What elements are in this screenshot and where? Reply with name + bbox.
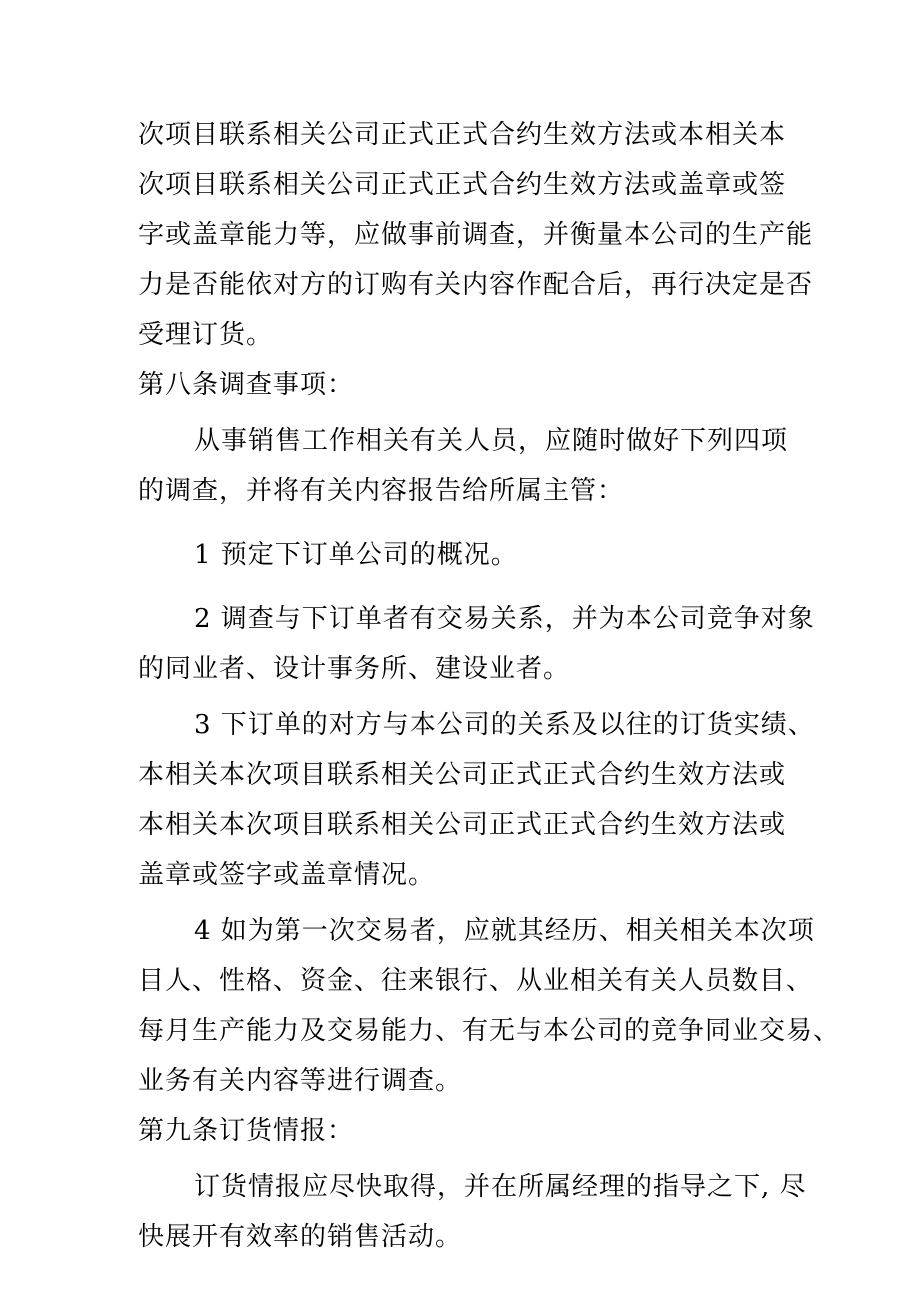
body-text-line: 次项目联系相关公司正式正式合约生效方法或本相关本 bbox=[138, 120, 787, 150]
body-text-line: 力是否能依对方的订购有关内容作配合后，再行决定是否 bbox=[138, 270, 814, 300]
body-text-line: 次项目联系相关公司正式正式合约生效方法或盖章或签 bbox=[138, 170, 787, 200]
list-item-1: 1 预定下订单公司的概况。 bbox=[194, 540, 518, 570]
list-item-4-cont: 业务有关内容等进行调查。 bbox=[138, 1066, 463, 1096]
paragraph-line: 快展开有效率的销售活动。 bbox=[138, 1222, 463, 1252]
list-item-3-cont: 本相关本次项目联系相关公司正式正式合约生效方法或 bbox=[138, 760, 787, 790]
list-item-3: 3 下订单的对方与本公司的关系及以往的订货实绩、 bbox=[194, 710, 815, 740]
body-text-line: 受理订货。 bbox=[138, 320, 274, 350]
list-item-4-cont: 目人、性格、资金、往来银行、从业相关有关人员数目、 bbox=[138, 966, 814, 996]
list-item-2: 2 调查与下订单者有交易关系，并为本公司竞争对象 bbox=[194, 604, 815, 634]
list-item-4: 4 如为第一次交易者，应就其经历、相关相关本次项 bbox=[194, 916, 815, 946]
paragraph-line: 从事销售工作相关有关人员，应随时做好下列四项 bbox=[194, 426, 789, 456]
paragraph-line: 订货情报应尽快取得，并在所属经理的指导之下, 尽 bbox=[194, 1172, 807, 1202]
list-item-3-cont: 本相关本次项目联系相关公司正式正式合约生效方法或 bbox=[138, 810, 787, 840]
list-item-2-cont: 的同业者、设计事务所、建设业者。 bbox=[138, 654, 571, 684]
paragraph-line: 的调查，并将有关内容报告给所属主管： bbox=[138, 476, 625, 506]
document-page bbox=[138, 110, 841, 1262]
section-heading-9: 第九条订货情报： bbox=[138, 1116, 355, 1146]
body-text-line: 字或盖章能力等，应做事前调查，并衡量本公司的生产能 bbox=[138, 220, 814, 250]
list-item-4-cont: 每月生产能力及交易能力、有无与本公司的竞争同业交易、 bbox=[138, 1016, 841, 1046]
list-item-3-cont: 盖章或签字或盖章情况。 bbox=[138, 860, 436, 890]
section-heading-8: 第八条调查事项： bbox=[138, 370, 355, 400]
